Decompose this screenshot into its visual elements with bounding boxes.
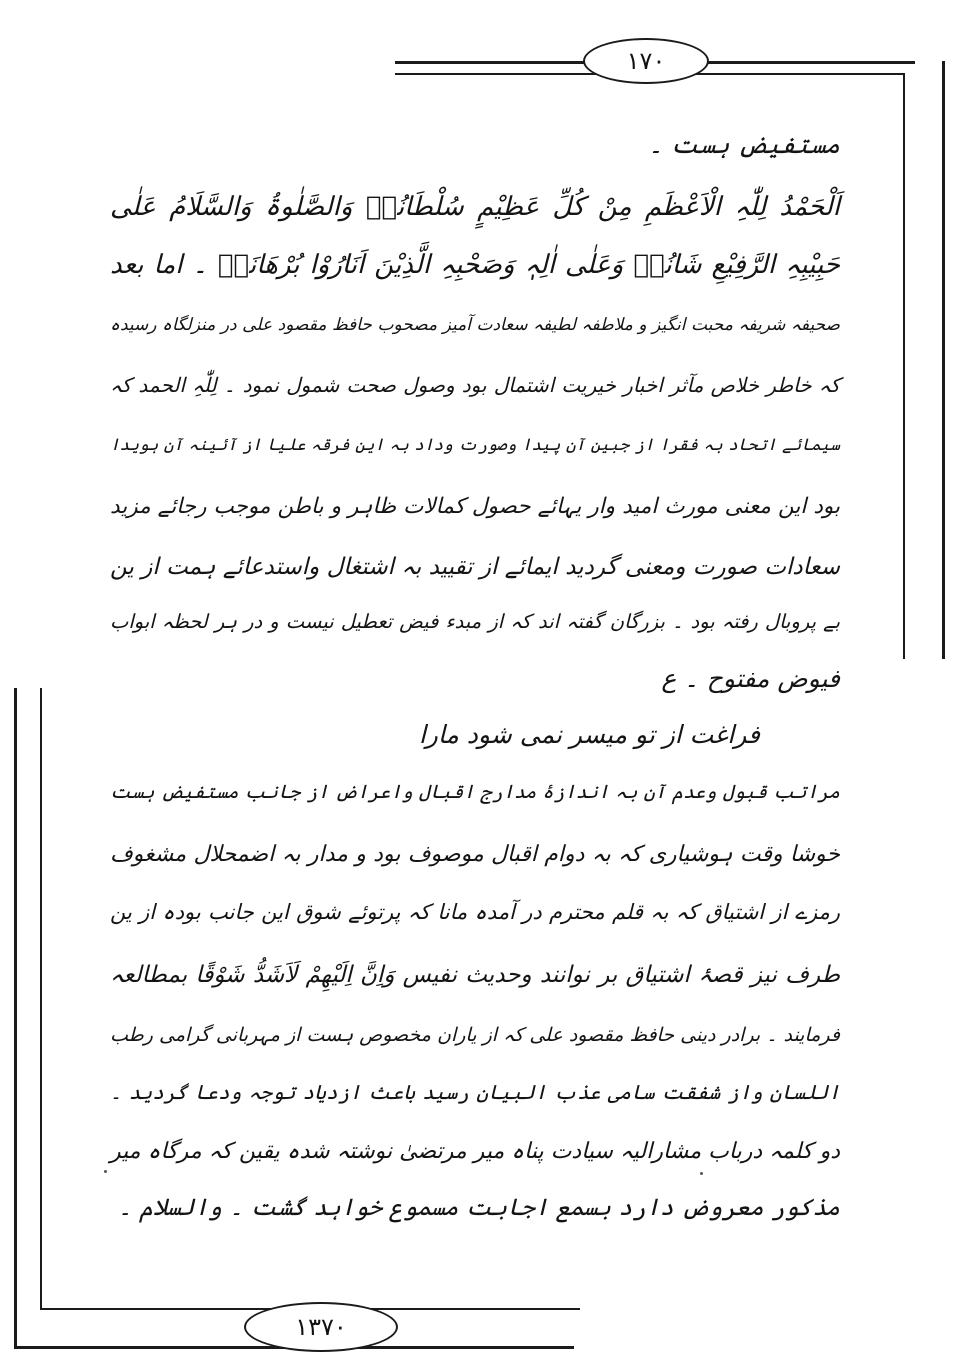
letter-line: فیوض مفتوح ۔ ع xyxy=(661,664,840,693)
letter-line: سعادات صورت ومعنی گردید ایمائے از تقیید بہ اشتغال واستدعائے ہمت از ین xyxy=(110,554,840,580)
scan-speck xyxy=(104,1170,107,1173)
letter-line: سیمائے اتحاد بہ فقرا از جبین آن پیدا وصورت وداد بہ این فرقہ علیا از آئینہ آن ہویدا xyxy=(110,435,840,454)
letter-line: خوشا وقت ہوشیاری کہ بہ دوام اقبال موصوف بود و مدار بہ اضمحلال مشغوف xyxy=(110,842,840,867)
letter-line: صحیفہ شریفہ محبت انگیز و ملاطفہ لطیفہ سعادت آمیز مصحوب حافظ مقصود علی در منزلگاہ رسیدہ xyxy=(110,315,840,335)
letter-line-arabic: حَبِیْبِہِ الرَّفِیْعِ شَانُہٗ وَعَلٰی اٰلِہٖ وَصَحْبِہِ الَّذِیْنَ اَنَارُوْا بُرْھَانَہٗ ۔ اما بعد xyxy=(110,250,840,280)
letter-line: بود این معنی مورث امید وار یہائے حصول کمالات ظاہر و باطن موجب رجائے مزید xyxy=(110,494,840,519)
letter-line: مراتب قبول وعدم آن بہ اندازۂ مدارج اقبال واعراض از جانب مستفیض ہست xyxy=(110,781,840,803)
letter-line: بے پروبال رفتہ بود ۔ بزرگان گفتہ اند کہ از مبدء فیض تعطیل نیست و در ہر لحظہ ابواب xyxy=(110,610,840,633)
footer-page-number: ۱۳۷۰ xyxy=(244,1302,398,1352)
letter-line: طرف نیز قصۂ اشتیاق بر نوانند وحدیث نفیس وَاِنَّ اِلَیْھِمْ لَاَشَدُّ شَوْقًا بمطالعہ xyxy=(110,962,840,988)
letter-line: مذکور معروض دارد بسمع اجابت مسموع خواہد گشت ۔ والسلام ۔ xyxy=(118,1193,840,1221)
letter-line-arabic: اَلْحَمْدُ لِلّٰہِ الْاَعْظَمِ مِنْ کُلِّ عَظِیْمٍ سُلْطَانُہٗ وَالصَّلٰوۃُ وَالسَّلَامُ عَلٰی xyxy=(110,192,840,222)
letter-line: رمزے از اشتیاق کہ بہ قلم محترم در آمدہ مانا کہ پرتوئے شوق این جانب بودہ از ین xyxy=(110,900,840,924)
letter-line: اللسان واز شفقت سامی عذب البیان رسید باعث ازدیاد توجہ ودعا گردید ۔ xyxy=(110,1080,840,1104)
letter-line: دو کلمہ درباب مشارالیہ سیادت پناہ میر مرتضیٰ نوشتہ شدہ یقین کہ مرگاہ میر xyxy=(110,1139,840,1164)
scan-speck xyxy=(700,1172,703,1175)
letter-body xyxy=(110,0,840,1360)
frame-right-inner xyxy=(903,73,905,659)
letter-verse: فراغت از تو میسر نمی شود مارا xyxy=(418,720,760,749)
frame-right-outer xyxy=(942,61,945,659)
letter-line: فرمایند ۔ برادر دینی حافظ مقصود علی کہ از یاران مخصوص ہست از مہربانی گرامی رطب xyxy=(110,1024,840,1046)
header-page-number: ۱۷۰ xyxy=(583,38,709,84)
letter-line: مستفیض ہست ۔ xyxy=(648,130,840,159)
frame-left-outer xyxy=(14,688,17,1348)
frame-left-inner xyxy=(40,688,42,1310)
letter-line: کہ خاطر خلاص مآثر اخبار خیریت اشتمال بود وصول صحت شمول نمود ۔ لِلّٰہِ الحمد کہ xyxy=(110,373,840,397)
